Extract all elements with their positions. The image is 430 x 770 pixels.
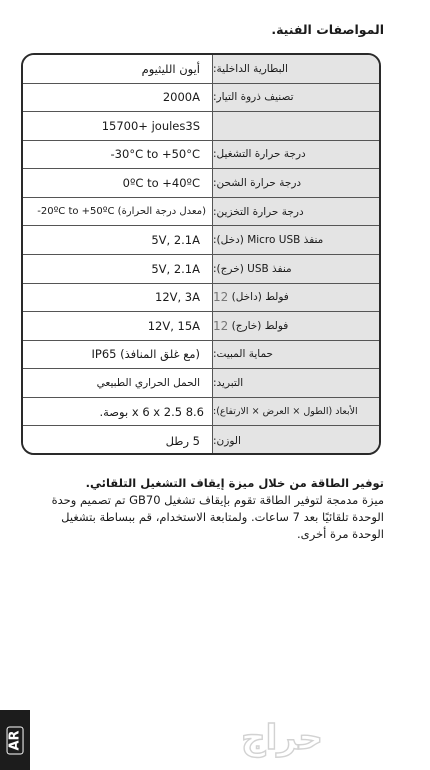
body-heading: توفير الطاقة من خلال ميزة إيقاف التشغيل التلقائي. bbox=[85, 476, 384, 490]
spec-label: درجة حرارة التخزين: bbox=[213, 198, 379, 226]
spec-value: 12V, 15A bbox=[23, 312, 213, 340]
spec-label bbox=[213, 112, 379, 140]
watermark-text: حراج bbox=[241, 718, 323, 758]
spec-label bbox=[213, 284, 379, 312]
spec-label-prefix: 12 bbox=[213, 318, 229, 333]
spec-value: أيون الليثيوم bbox=[23, 55, 213, 83]
spec-label: منفذ Micro USB (دخل): bbox=[213, 226, 379, 254]
language-tab bbox=[0, 710, 30, 770]
spec-row bbox=[23, 369, 379, 398]
page-title: المواصفات الفنية. bbox=[271, 22, 384, 37]
body-paragraph: ميزة مدمجة لتوفير الطاقة تقوم بإيقاف تشغيل GB70 تم تصميم وحدة الوحدة تلقائيًا بعد 7 ساعات. ولمتابعة الاستخدام، قم ببساطة بتشغيل الوحدة مرة أخرى. bbox=[51, 493, 384, 541]
spec-value: 15700+ joules3S bbox=[23, 112, 213, 140]
spec-value: 0ºC to +40ºC bbox=[23, 169, 213, 197]
spec-label: حماية المبيت: bbox=[213, 341, 379, 369]
spec-label-prefix: 12 bbox=[213, 290, 229, 305]
body-section bbox=[39, 475, 384, 543]
spec-value: -20ºC to +50ºC (معدل درجة الحرارة) bbox=[23, 198, 213, 226]
spec-row bbox=[23, 341, 379, 370]
spec-label: التبريد: bbox=[213, 369, 379, 397]
spec-label-text: فولط (داخل) bbox=[231, 291, 289, 304]
spec-label: منفذ USB (خرج): bbox=[213, 255, 379, 283]
spec-label: درجة حرارة التشغيل: bbox=[213, 141, 379, 169]
watermark-logo bbox=[172, 715, 392, 760]
spec-label: تصنيف ذروة التيار: bbox=[213, 84, 379, 112]
spec-row bbox=[23, 112, 379, 141]
spec-row bbox=[23, 284, 379, 313]
spec-value: الحمل الحراري الطبيعي bbox=[23, 369, 213, 397]
spec-value: IP65 (مع غلق المنافذ) bbox=[23, 341, 213, 369]
spec-label: الأبعاد (الطول × العرض × الارتفاع): bbox=[213, 398, 379, 426]
spec-row bbox=[23, 226, 379, 255]
spec-value: -30°C to +50°C bbox=[23, 141, 213, 169]
spec-table bbox=[21, 53, 381, 455]
spec-value: 8.6 x 6 x 2.5 بوصة. bbox=[23, 398, 213, 426]
spec-label: درجة حرارة الشحن: bbox=[213, 169, 379, 197]
spec-row bbox=[23, 255, 379, 284]
spec-row bbox=[23, 84, 379, 113]
spec-row bbox=[23, 141, 379, 170]
spec-value: 5 رطل bbox=[23, 426, 213, 455]
spec-value: 5V, 2.1A bbox=[23, 255, 213, 283]
spec-value: 5V, 2.1A bbox=[23, 226, 213, 254]
spec-row bbox=[23, 312, 379, 341]
spec-value: 2000A bbox=[23, 84, 213, 112]
spec-label bbox=[213, 312, 379, 340]
spec-row bbox=[23, 198, 379, 227]
spec-row bbox=[23, 398, 379, 427]
spec-value: 12V, 3A bbox=[23, 284, 213, 312]
spec-label-text: فولط (خارج) bbox=[231, 319, 289, 332]
spec-label: الوزن: bbox=[213, 426, 379, 455]
language-tab-label: AR bbox=[6, 726, 23, 754]
spec-row bbox=[23, 426, 379, 455]
spec-row bbox=[23, 55, 379, 84]
spec-row bbox=[23, 169, 379, 198]
spec-label: البطارية الداخلية: bbox=[213, 55, 379, 83]
